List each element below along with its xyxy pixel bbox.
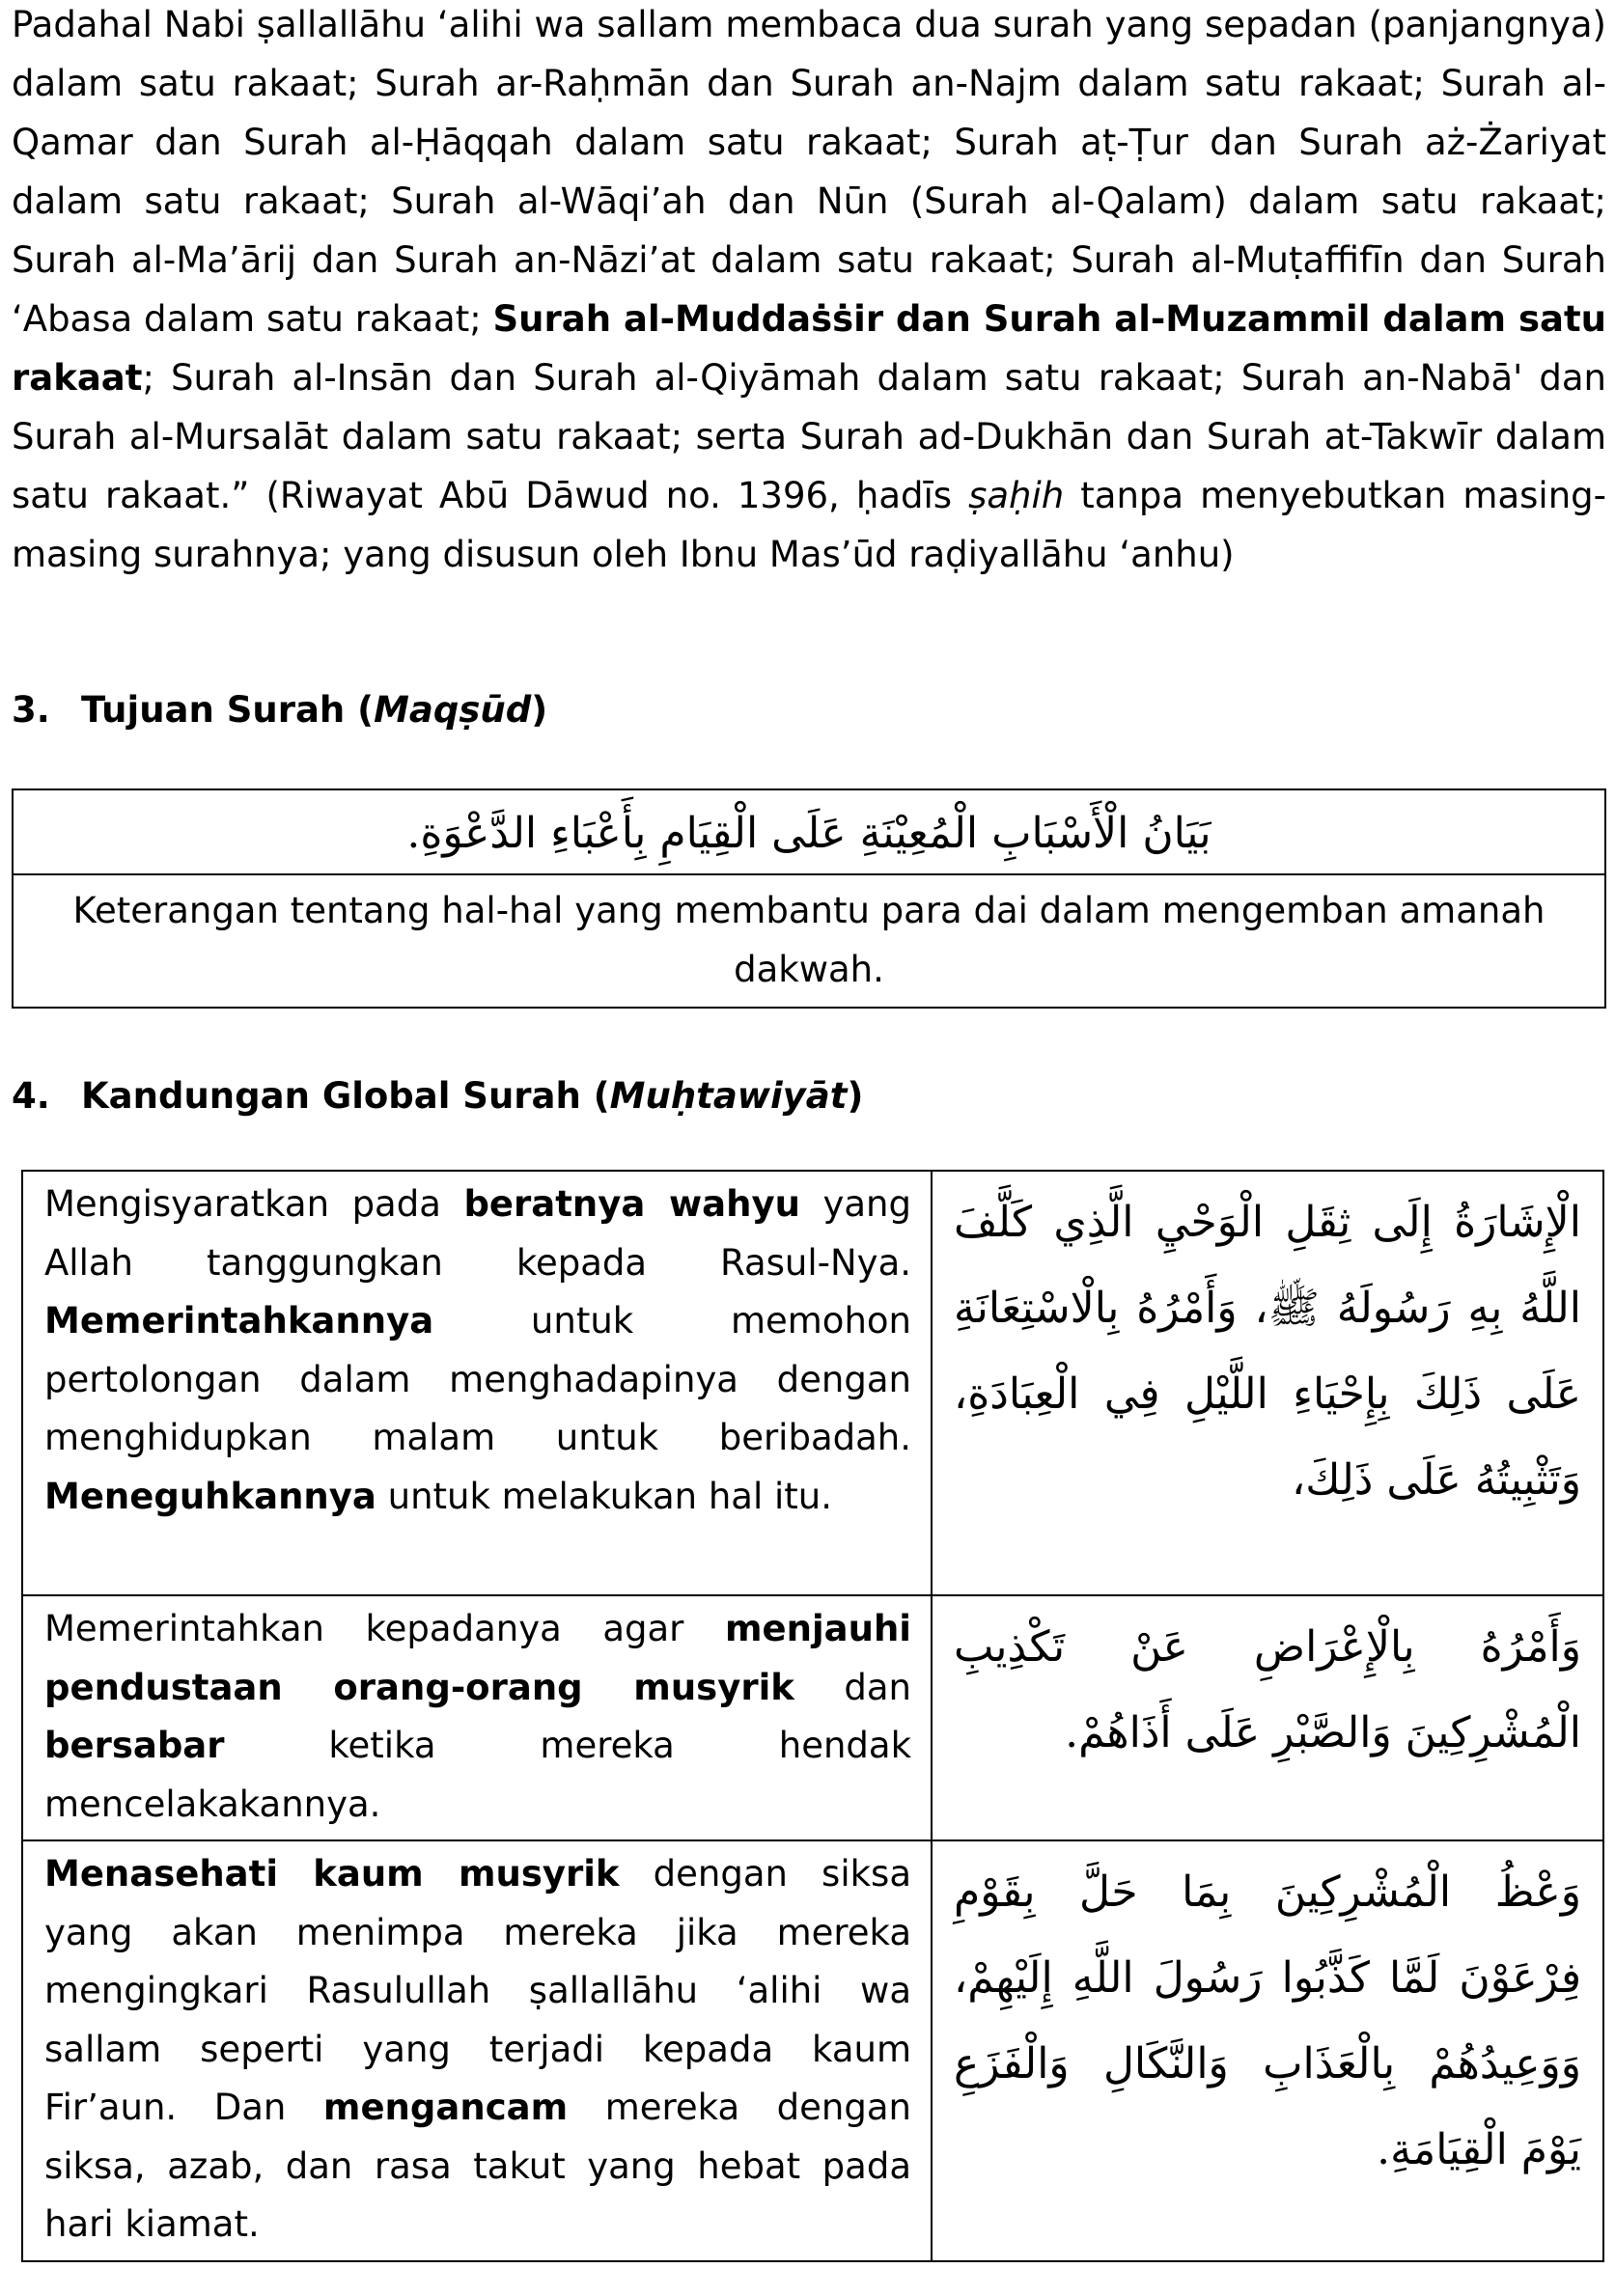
bold-text: bersabar [44,1725,225,1766]
text-segment: yang Allah tanggungkan kepada Rasul-Nya. [44,1183,911,1284]
arabic-cell: وَعْظُ الْمُشْرِكِينَ بِمَا حَلَّ بِقَوْمِ فِرْعَوْنَ لَمَّا كَذَّبُوا رَسُولَ اللَّهِ إِلَيْهِمْ، وَوَعِيدُهُمْ بِالْعَذَابِ وَالنَّكَالِ وَالْفَزَعِ يَوْمَ الْقِيَامَةِ. [932,1840,1603,2261]
text-segment: untuk memohon pertolongan dalam menghadapinya dengan menghidupkan malam untuk beribadah. [44,1300,911,1458]
text-segment: dan [794,1666,911,1708]
text-segment: untuk melakukan hal itu. [376,1475,832,1517]
muhtawiyat-table-body [22,1171,1603,2261]
text-segment: mereka dengan siksa, azab, dan rasa takut yang hebat pada hari kiamat. [44,2087,911,2245]
section-4-title-end: ) [847,1075,864,1117]
intro-bold-text: Surah al-Muddaṡṡir dan Surah al-Muzammil dalam satu rakaat [12,298,1606,399]
bold-text: Meneguhkannya [44,1475,376,1517]
indonesian-cell [22,1171,932,1595]
section-3-number: 3. [12,689,50,731]
bold-text: menjauhi pendustaan orang-orang musyrik [44,1608,911,1708]
section-4-number: 4. [12,1075,50,1117]
arabic-cell: وَأَمْرُهُ بِالْإِعْرَاضِ عَنْ تَكْذِيبِ الْمُشْرِكِينَ وَالصَّبْرِ عَلَى أَذَاهُمْ. [932,1595,1603,1840]
maqsud-translation: Keterangan tentang hal-hal yang membantu para dai dalam mengemban amanah dakwah. [72,890,1545,990]
muhtawiyat-table [21,1170,1604,2262]
intro-paragraph [12,0,1606,584]
indonesian-cell [22,1595,932,1840]
section-3-title: Tujuan Surah ( [81,689,375,731]
table-row [22,1171,1603,1595]
text-segment: dengan siksa yang akan menimpa mereka jika mereka mengingkari Rasulullah ṣallallāhu ‘alihi wa sallam seperti yang terjadi kepada kaum Fir’aun. Dan [44,1853,911,2128]
section-4-heading [12,1066,863,1125]
indonesian-cell [22,1840,932,2261]
table-row [22,1595,1603,1840]
arabic-cell: الْإِشَارَةُ إِلَى ثِقَلِ الْوَحْيِ الَّذِي كَلَّفَ اللَّهُ بِهِ رَسُولَهُ ﷺ، وَأَمْرُهُ بِالْاسْتِعَانَةِ عَلَى ذَلِكَ بِإِحْيَاءِ اللَّيْلِ فِي الْعِبَادَةِ، وَتَثْبِيتُهُ عَلَى ذَلِكَ، [932,1171,1603,1595]
intro-text-part3: tanpa menyebutkan masing-masing surahnya; yang disusun oleh Ibnu Mas’ūd raḍiyallāhu ‘anhu) [12,475,1606,575]
section-3-title-italic: Maqṣūd [374,689,532,731]
text-segment: ketika mereka hendak mencelakakannya. [44,1725,911,1825]
maqsud-arabic: بَيَانُ الْأَسْبَابِ الْمُعِيْنَةِ عَلَى الْقِيَامِ بِأَعْبَاءِ الدَّعْوَةِ. [14,790,1604,875]
bold-text: mengancam [322,2087,569,2128]
intro-text-part2: ; Surah al-Insān dan Surah al-Qiyāmah dalam satu rakaat; Surah an-Nabā' dan Surah al-Mursalāt dalam satu rakaat; serta Surah ad-Dukhān dan Surah at-Takwīr dalam satu rakaat.” (Riwayat Abū Dāwud no. 1396, ḥadīs [12,357,1606,516]
bold-text: beratnya wahyu [463,1183,800,1225]
intro-sahih-text: ṣaḥih [968,475,1065,516]
section-3-title-end: ) [531,689,548,731]
table-row [22,1840,1603,2261]
bold-text: Menasehati kaum musyrik [44,1853,620,1895]
maqsud-box [12,788,1606,1009]
bold-text: Memerintahkannya [44,1300,434,1342]
section-4-title-italic: Muḥtawiyāt [609,1075,848,1117]
intro-text-part1: Padahal Nabi ṣallallāhu ‘alihi wa sallam membaca dua surah yang sepadan (panjangnya) dalam satu rakaat; Surah ar-Raḥmān dan Surah an-Najm dalam satu rakaat; Surah al-Qamar dan Surah al-Ḥāqqah dalam satu rakaat; Surah aṭ-Ṭur dan Surah aż-Żariyat dalam satu rakaat; Surah al-Wāqi’ah dan Nūn (Surah al-Qalam) dalam satu rakaat; Surah al-Ma’ārij dan Surah an-Nāzi’at dalam satu rakaat; Surah al-Muṭaffifīn dan Surah ‘Abasa dalam satu rakaat; [12,4,1606,340]
section-4-title: Kandungan Global Surah ( [81,1075,610,1117]
text-segment: Mengisyaratkan pada [44,1183,464,1225]
section-3-heading [12,680,547,739]
text-segment: Memerintahkan kepadanya agar [44,1608,725,1649]
